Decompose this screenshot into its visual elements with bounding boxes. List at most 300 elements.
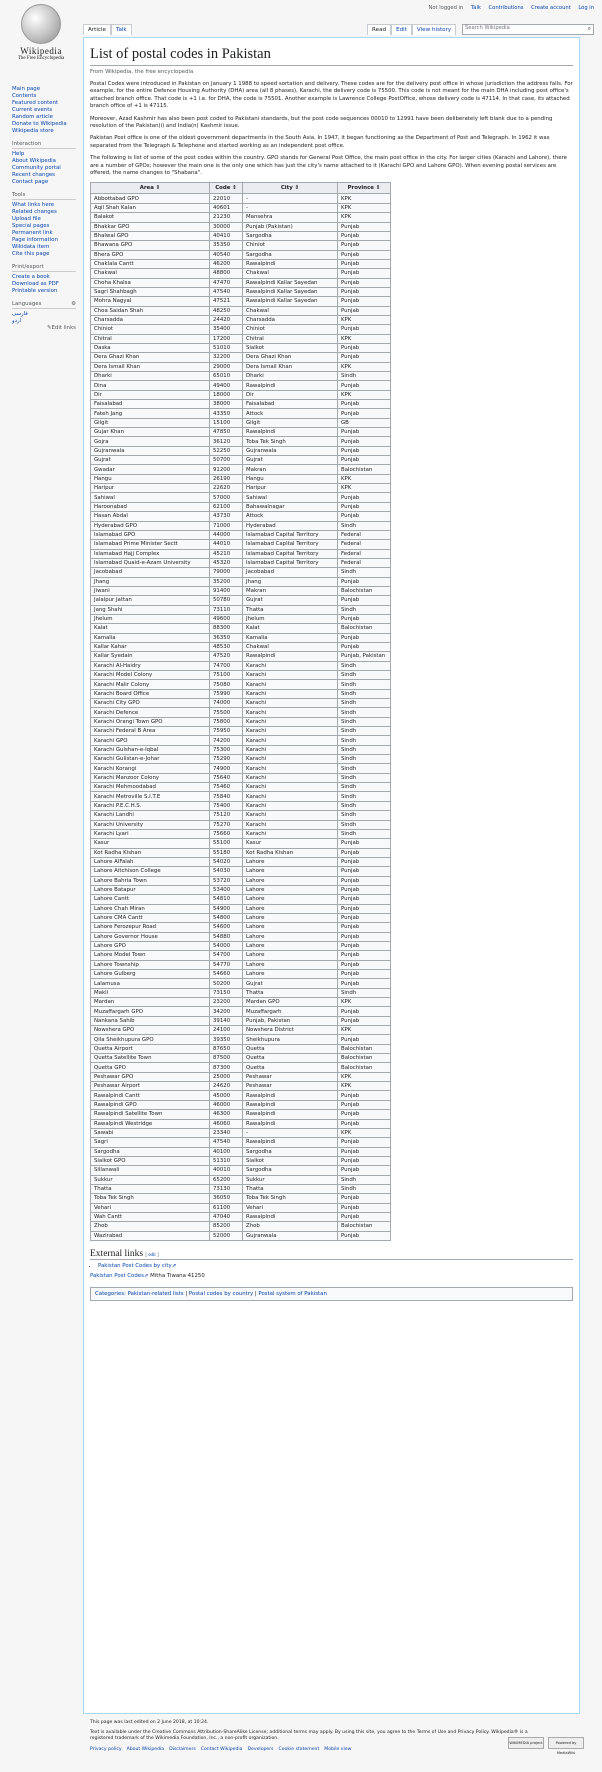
cell-province: Punjab <box>338 857 391 866</box>
header-province[interactable]: Province ⇕ <box>338 183 391 194</box>
cell-code: 54660 <box>210 970 243 979</box>
table-row <box>91 577 391 586</box>
interaction-heading: Interaction <box>12 141 76 149</box>
cell-city: Bahawalnagar <box>243 502 338 511</box>
cell-code: 18000 <box>210 390 243 399</box>
puzzle-globe-icon <box>21 4 61 44</box>
cell-area: Kalat <box>91 624 210 633</box>
sort-icon[interactable]: ⇕ <box>294 185 300 192</box>
cell-province: Punjab <box>338 259 391 268</box>
cell-area: Bhawana GPO <box>91 241 210 250</box>
cell-code: 48800 <box>210 269 243 278</box>
sidebar-language-item[interactable]: فارسی <box>12 311 28 317</box>
table-row <box>91 614 391 623</box>
header-code[interactable]: Code ⇕ <box>210 183 243 194</box>
sidebar-nav-item[interactable]: Featured content <box>12 100 59 106</box>
table-row <box>91 568 391 577</box>
login-link[interactable]: Log in <box>578 5 594 11</box>
table-row <box>91 624 391 633</box>
table-row <box>91 586 391 595</box>
cell-city: Lahore <box>243 941 338 950</box>
cell-area: Gwadar <box>91 465 210 474</box>
cell-code: 43730 <box>210 512 243 521</box>
table-row <box>91 727 391 736</box>
footer-link[interactable]: Developers <box>247 1746 274 1752</box>
cell-city: Karachi <box>243 717 338 726</box>
cell-province: KPK <box>338 1026 391 1035</box>
footer-link[interactable]: Privacy policy <box>90 1746 122 1752</box>
cell-area: Balakot <box>91 213 210 222</box>
cell-code: 43350 <box>210 409 243 418</box>
cell-code: 48250 <box>210 306 243 315</box>
sidebar-nav-item[interactable]: Contents <box>12 93 37 99</box>
cell-area: Chiniot <box>91 325 210 334</box>
sidebar-tools-item[interactable]: Cite this page <box>12 251 50 257</box>
cell-area: Peshawar Airport <box>91 1082 210 1091</box>
cell-province: Sindh <box>338 745 391 754</box>
cell-code: 75120 <box>210 811 243 820</box>
cell-province: Sindh <box>338 671 391 680</box>
cell-province: KPK <box>338 362 391 371</box>
table-row <box>91 1138 391 1147</box>
edit-links-link[interactable]: ✎Edit links <box>46 325 76 331</box>
cell-province: Punjab <box>338 353 391 362</box>
cell-area: Sargodha <box>91 1147 210 1156</box>
cell-city: Chakwal <box>243 269 338 278</box>
cell-code: 47540 <box>210 1138 243 1147</box>
cell-area: Dir <box>91 390 210 399</box>
table-row <box>91 932 391 941</box>
cell-province: Punjab <box>338 1166 391 1175</box>
cell-province: Punjab <box>338 951 391 960</box>
footer-link[interactable]: Cookie statement <box>278 1746 320 1752</box>
cell-city: Karachi <box>243 708 338 717</box>
cell-province: Punjab <box>338 876 391 885</box>
create-account-link[interactable]: Create account <box>531 5 571 11</box>
cell-code: 54000 <box>210 941 243 950</box>
cell-code: 54810 <box>210 895 243 904</box>
cell-code: 47850 <box>210 428 243 437</box>
table-row <box>91 325 391 334</box>
cell-city: Lahore <box>243 913 338 922</box>
cell-area: Karachi Metroville S.I.T.E <box>91 792 210 801</box>
cell-code: 54880 <box>210 932 243 941</box>
cell-city: Dera Ghazi Khan <box>243 353 338 362</box>
cell-code: 53720 <box>210 876 243 885</box>
table-row <box>91 1082 391 1091</box>
cell-code: 48530 <box>210 642 243 651</box>
print-heading: Print/export <box>12 264 76 272</box>
cell-city: Islamabad Capital Territory <box>243 549 338 558</box>
cell-city: Sargodha <box>243 1166 338 1175</box>
cell-city: Karachi <box>243 773 338 782</box>
cell-code: 54600 <box>210 923 243 932</box>
contributions-link[interactable]: Contributions <box>488 5 524 11</box>
table-row <box>91 596 391 605</box>
not-logged-in-text: Not logged in <box>428 5 464 11</box>
cell-province: Punjab <box>338 923 391 932</box>
cell-city: Gujrat <box>243 979 338 988</box>
sidebar-interaction-item[interactable]: Community portal <box>12 165 61 171</box>
cell-province: Sindh <box>338 689 391 698</box>
cell-area: Lahore Aitchison College <box>91 867 210 876</box>
header-city[interactable]: City ⇕ <box>243 183 338 194</box>
cell-city: Islamabad Capital Territory <box>243 540 338 549</box>
cell-province: Balochistan <box>338 1063 391 1072</box>
cell-city: Lahore <box>243 932 338 941</box>
cell-area: Karachi Lyari <box>91 829 210 838</box>
sidebar-nav-item[interactable]: Donate to Wikipedia <box>12 121 67 127</box>
table-row <box>91 353 391 362</box>
cell-province: Sindh <box>338 801 391 810</box>
cell-city: Kasur <box>243 839 338 848</box>
cell-city: Kot Radha Kishan <box>243 848 338 857</box>
table-row <box>91 474 391 483</box>
cell-area: Lahore Ferozepur Road <box>91 923 210 932</box>
sidebar-print-item[interactable]: Create a book <box>12 274 50 280</box>
talk-link[interactable]: Talk <box>470 5 481 11</box>
cell-area: Lahore Model Town <box>91 951 210 960</box>
cell-area: Karachi Mehmoodabad <box>91 783 210 792</box>
cell-city: Rawalpindi <box>243 428 338 437</box>
table-row <box>91 876 391 885</box>
cell-area: Lahore Bahria Town <box>91 876 210 885</box>
cell-city: Sialkot <box>243 343 338 352</box>
cell-city: Dir <box>243 390 338 399</box>
pakistan-post-codes-link[interactable]: Pakistan Post Codes <box>90 1272 144 1279</box>
cell-province: Punjab <box>338 297 391 306</box>
cell-city: Rawalpindi <box>243 652 338 661</box>
cell-code: 75080 <box>210 680 243 689</box>
table-row <box>91 1184 391 1193</box>
cell-province: Punjab <box>338 1007 391 1016</box>
table-row <box>91 530 391 539</box>
cell-area: Jacobabad <box>91 568 210 577</box>
cell-code: 29000 <box>210 362 243 371</box>
sidebar-interaction-item[interactable]: About Wikipedia <box>12 158 56 164</box>
category-link[interactable]: Postal codes by country <box>188 1290 254 1297</box>
sidebar-nav-item[interactable]: Current events <box>12 107 53 113</box>
cell-province: Sindh <box>338 988 391 997</box>
cell-city: Sialkot <box>243 1156 338 1165</box>
sidebar-tools-item[interactable]: Permanent link <box>12 230 53 236</box>
cell-code: 51010 <box>210 343 243 352</box>
cell-area: Sawabi <box>91 1128 210 1137</box>
cell-city: Makran <box>243 465 338 474</box>
sidebar-nav-item[interactable]: Main page <box>12 86 41 92</box>
wikipedia-logo[interactable] <box>6 4 76 61</box>
sidebar-tools-item[interactable]: Wikidata item <box>12 244 50 250</box>
section-edit-link[interactable]: edit <box>148 1252 156 1258</box>
tab-read[interactable]: Read <box>367 24 391 35</box>
cell-code: 35350 <box>210 241 243 250</box>
cell-code: 71000 <box>210 521 243 530</box>
cell-province: Federal <box>338 530 391 539</box>
cell-province: Punjab <box>338 287 391 296</box>
sidebar-tools <box>12 192 76 258</box>
cell-code: 55180 <box>210 848 243 857</box>
cell-city: Thatta <box>243 1184 338 1193</box>
cell-code: 50700 <box>210 456 243 465</box>
cell-province: Punjab <box>338 1156 391 1165</box>
cell-province: Punjab <box>338 1100 391 1109</box>
table-row <box>91 1007 391 1016</box>
cell-province: Sindh <box>338 372 391 381</box>
cell-code: 38000 <box>210 400 243 409</box>
sidebar <box>12 86 76 338</box>
cell-province: Sindh <box>338 661 391 670</box>
cell-province: KPK <box>338 1082 391 1091</box>
sidebar-interaction-item[interactable]: Recent changes <box>12 172 55 178</box>
sort-icon[interactable]: ⇕ <box>375 185 381 192</box>
cell-city: Sargodha <box>243 250 338 259</box>
cell-code: 40540 <box>210 250 243 259</box>
cell-code: 46000 <box>210 1100 243 1109</box>
logo-wordmark: Wikipedia <box>20 46 62 56</box>
footer-link[interactable]: Disclaimers <box>169 1746 196 1752</box>
table-row <box>91 755 391 764</box>
table-row <box>91 381 391 390</box>
cell-province: KPK <box>338 998 391 1007</box>
cell-area: Aqil Shah Kalan <box>91 203 210 212</box>
table-row <box>91 1128 391 1137</box>
tab-edit[interactable]: Edit <box>391 24 412 35</box>
cell-city: Gujranwala <box>243 446 338 455</box>
table-row <box>91 446 391 455</box>
cell-province: Punjab <box>338 493 391 502</box>
cell-area: Lahore Batapur <box>91 885 210 894</box>
cell-province: Punjab <box>338 1212 391 1221</box>
cell-city: Dera Ismail Khan <box>243 362 338 371</box>
cell-province: Punjab <box>338 1203 391 1212</box>
cell-province: Punjab <box>338 1119 391 1128</box>
sidebar-language-item[interactable]: اردو <box>12 318 22 324</box>
table-row <box>91 671 391 680</box>
sort-icon[interactable]: ⇕ <box>155 185 161 192</box>
table-row <box>91 549 391 558</box>
footer <box>90 1720 590 1753</box>
cell-area: Karachi Landhi <box>91 811 210 820</box>
cell-code: 49600 <box>210 614 243 623</box>
cell-province: Punjab <box>338 960 391 969</box>
cell-city: Toba Tek Singh <box>243 437 338 446</box>
cell-area: Quetta GPO <box>91 1063 210 1072</box>
license-text: Text is available under the Creative Commons Attribution-ShareAlike License; additional terms may apply. By using this site, you agree to the Terms of Use and Privacy Policy. Wikipedia® is a registered trademark of the Wikimedia Foundation, Inc., a non-profit organization. <box>90 1730 528 1742</box>
cell-area: Hasan Abdal <box>91 512 210 521</box>
table-row <box>91 1091 391 1100</box>
cell-area: Sukkur <box>91 1175 210 1184</box>
cell-code: 22010 <box>210 194 243 203</box>
external-links-list <box>98 1263 573 1269</box>
sidebar-nav-item[interactable]: Random article <box>12 114 53 120</box>
cell-city: Rawalpindi Kallar Sayedan <box>243 287 338 296</box>
cell-province: Punjab <box>338 512 391 521</box>
table-row <box>91 222 391 231</box>
table-row <box>91 315 391 324</box>
tab-history[interactable]: View history <box>412 24 456 35</box>
cell-code: 39350 <box>210 1035 243 1044</box>
cell-province: Punjab <box>338 577 391 586</box>
table-row <box>91 811 391 820</box>
sidebar-print-item[interactable]: Download as PDF <box>12 281 59 287</box>
cell-code: 40100 <box>210 1147 243 1156</box>
article-content <box>83 37 580 1714</box>
wikimedia-badge[interactable]: WIKIMEDIA project <box>508 1737 544 1749</box>
categories-label[interactable]: Categories: <box>95 1290 126 1297</box>
page-tabs <box>83 24 594 36</box>
cell-province: Sindh <box>338 1175 391 1184</box>
tab-article[interactable]: Article <box>83 24 111 35</box>
sidebar-tools-item[interactable]: Upload file <box>12 216 41 222</box>
cell-code: 47520 <box>210 652 243 661</box>
sidebar-interaction-item[interactable]: Help <box>12 151 25 157</box>
cell-area: Lahore CMA Cantt <box>91 913 210 922</box>
table-row <box>91 484 391 493</box>
gear-icon[interactable]: ⚙ <box>71 301 76 307</box>
cell-code: 91400 <box>210 586 243 595</box>
cell-code: 75990 <box>210 689 243 698</box>
cell-area: Karachi Korangi <box>91 764 210 773</box>
cell-city: Sargodha <box>243 1147 338 1156</box>
pakistan-post-codes-by-city-link[interactable]: Pakistan Post Codes by city <box>98 1262 172 1269</box>
cell-province: KPK <box>338 390 391 399</box>
mediawiki-badge[interactable]: Powered by MediaWiki <box>548 1737 584 1749</box>
cell-code: 52250 <box>210 446 243 455</box>
cell-code: 79000 <box>210 568 243 577</box>
sidebar-tools-item[interactable]: What links here <box>12 202 55 208</box>
table-row <box>91 297 391 306</box>
cell-province: Punjab <box>338 400 391 409</box>
cell-area: Kot Radha Kishan <box>91 848 210 857</box>
search-icon[interactable]: ⌕ <box>587 25 591 32</box>
cell-city: Zhob <box>243 1222 338 1231</box>
cell-province: Balochistan <box>338 1054 391 1063</box>
cell-province: Punjab <box>338 306 391 315</box>
cell-code: 75500 <box>210 708 243 717</box>
cell-province: Punjab <box>338 222 391 231</box>
cell-province: Punjab <box>338 913 391 922</box>
cell-code: 87650 <box>210 1044 243 1053</box>
cell-province: Balochistan <box>338 465 391 474</box>
cell-area: Lahore AlFalah <box>91 857 210 866</box>
footer-link[interactable]: Contact Wikipedia <box>200 1746 243 1752</box>
cell-city: Rawalpindi <box>243 1091 338 1100</box>
cell-city: Haripur <box>243 484 338 493</box>
cell-province: KPK <box>338 194 391 203</box>
cell-code: 75640 <box>210 773 243 782</box>
footer-link[interactable]: Mobile view <box>324 1746 352 1752</box>
intro-paragraph: Postal Codes were introduced in Pakistan on January 1 1988 to speed sortation and delivery. These codes are for the delivery post office in whose jurisdiction the address falls. For example, for the entire Defence Housing Authority (DHA) area (all 8 phases), Karachi, the delivery code is 75500. This code is not meant for the main DHA including post office's attached branch office. That code is +1 i.e. for DHA, the code is 75501. Another example is Lawrence College PostOffice, whose delivery code is 47114. In that case, its attached branch office of +1 is 47115. <box>90 81 573 110</box>
cell-province: Punjab <box>338 231 391 240</box>
cell-code: 54020 <box>210 857 243 866</box>
cell-province: Punjab <box>338 381 391 390</box>
sidebar-nav-item[interactable]: Wikipedia store <box>12 128 54 134</box>
table-row <box>91 1147 391 1156</box>
cell-city: Lahore <box>243 895 338 904</box>
table-row <box>91 633 391 642</box>
cell-city: Jhelum <box>243 614 338 623</box>
category-link[interactable]: Pakistan-related lists <box>127 1290 184 1297</box>
cell-city: Karachi <box>243 820 338 829</box>
cell-city: Faisalabad <box>243 400 338 409</box>
cell-area: Quetta Airport <box>91 1044 210 1053</box>
cell-city: Punjab, Pakistan <box>243 1016 338 1025</box>
cell-code: 17200 <box>210 334 243 343</box>
table-row <box>91 642 391 651</box>
cell-code: 87300 <box>210 1063 243 1072</box>
cell-city: Charsadda <box>243 315 338 324</box>
cell-city: Mansehra <box>243 213 338 222</box>
cell-area: Karachi Malir Colony <box>91 680 210 689</box>
category-link[interactable]: Postal system of Pakistan <box>258 1290 327 1297</box>
table-row <box>91 521 391 530</box>
cell-province: KPK <box>338 1072 391 1081</box>
cell-city: Lahore <box>243 885 338 894</box>
cell-city: Karachi <box>243 671 338 680</box>
cell-code: 36120 <box>210 437 243 446</box>
cell-province: Sindh <box>338 829 391 838</box>
cell-city: Karachi <box>243 680 338 689</box>
cell-code: 57000 <box>210 493 243 502</box>
sidebar-tools-item[interactable]: Special pages <box>12 223 50 229</box>
cell-code: 54770 <box>210 960 243 969</box>
table-row <box>91 783 391 792</box>
cell-area: Kallar Syedain <box>91 652 210 661</box>
table-row <box>91 605 391 614</box>
table-row <box>91 652 391 661</box>
cell-province: Sindh <box>338 708 391 717</box>
cell-province: Punjab <box>338 1194 391 1203</box>
cell-code: 73150 <box>210 988 243 997</box>
cell-area: Islamabad Prime Minister Sectt <box>91 540 210 549</box>
footer-link[interactable]: About Wikipedia <box>126 1746 165 1752</box>
cell-province: KPK <box>338 213 391 222</box>
sidebar-tools-item[interactable]: Related changes <box>12 209 57 215</box>
table-row <box>91 306 391 315</box>
cell-area: Rawalpindi Cantt <box>91 1091 210 1100</box>
cell-city: - <box>243 194 338 203</box>
table-row <box>91 343 391 352</box>
header-area[interactable]: Area ⇕ <box>91 183 210 194</box>
cell-city: Karachi <box>243 755 338 764</box>
table-row <box>91 708 391 717</box>
cell-code: 65010 <box>210 372 243 381</box>
cell-code: 54030 <box>210 867 243 876</box>
cell-city: Karachi <box>243 699 338 708</box>
categories-box: Categories: Pakistan-related lists | Postal codes by country | Postal system of Pakistan <box>90 1287 573 1301</box>
sidebar-print-item[interactable]: Printable version <box>12 288 58 294</box>
table-row <box>91 390 391 399</box>
cell-province: Punjab <box>338 269 391 278</box>
sidebar-interaction-item[interactable]: Contact page <box>12 179 49 185</box>
cell-code: 47470 <box>210 278 243 287</box>
table-row <box>91 885 391 894</box>
cell-area: Choa Saidan Shah <box>91 306 210 315</box>
sidebar-tools-item[interactable]: Page information <box>12 237 58 243</box>
cell-city: Chakwal <box>243 642 338 651</box>
cell-province: KPK <box>338 474 391 483</box>
sort-icon[interactable]: ⇕ <box>232 185 237 192</box>
search-input[interactable]: Search Wikipedia ⌕ <box>462 24 594 35</box>
logo-tagline: The Free Encyclopedia <box>17 56 65 61</box>
cell-code: 40010 <box>210 1166 243 1175</box>
cell-code: 62100 <box>210 502 243 511</box>
cell-code: 24420 <box>210 315 243 324</box>
cell-code: 88300 <box>210 624 243 633</box>
cell-city: Karachi <box>243 801 338 810</box>
tab-talk[interactable]: Talk <box>111 24 132 35</box>
languages-heading: Languages ⚙ <box>12 301 76 307</box>
